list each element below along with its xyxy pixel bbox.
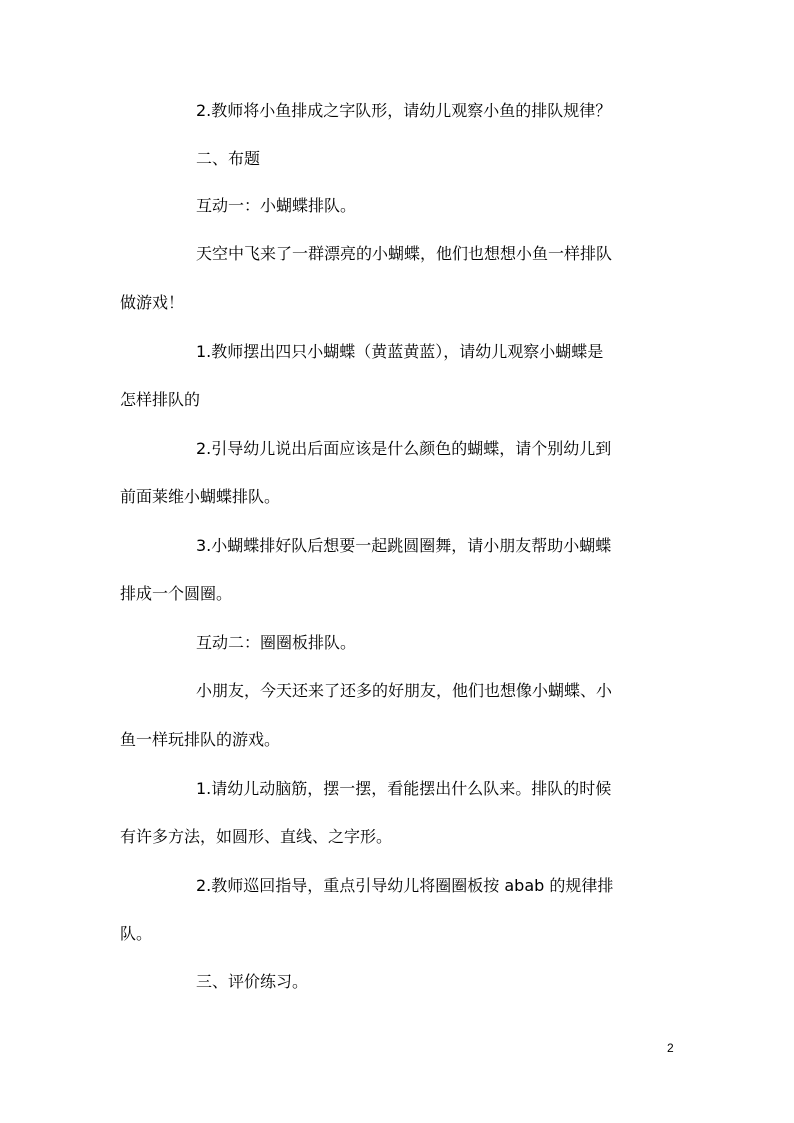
interaction-1-heading: 互动一：小蝴蝶排队。 xyxy=(196,196,357,215)
section-heading-2: 二、布题 xyxy=(196,149,261,168)
paragraph-11-line-2: 队。 xyxy=(120,924,153,943)
paragraph-4-line-2: 做游戏！ xyxy=(120,293,185,312)
paragraph-9-line-2: 鱼一样玩排队的游戏。 xyxy=(120,730,281,749)
paragraph-10-line-2: 有许多方法，如圆形、直线、之字形。 xyxy=(120,827,393,846)
interaction-2-heading: 互动二：圈圈板排队。 xyxy=(196,633,357,652)
page-number: 2 xyxy=(667,1041,674,1055)
paragraph-11-line-1: 2.教师巡回指导，重点引导幼儿将圈圈板按 abab 的规律排 xyxy=(196,876,614,895)
paragraph-9-line-1: 小朋友，今天还来了还多的好朋友，他们也想像小蝴蝶、小 xyxy=(196,681,613,700)
paragraph-10-line-1: 1.请幼儿动脑筋，摆一摆，看能摆出什么队来。排队的时候 xyxy=(196,779,612,798)
paragraph-7-line-2: 排成一个圆圈。 xyxy=(120,584,233,603)
section-heading-3: 三、评价练习。 xyxy=(196,972,309,991)
paragraph-7-line-1: 3.小蝴蝶排好队后想要一起跳圆圈舞，请小朋友帮助小蝴蝶 xyxy=(196,536,612,555)
paragraph-4-line-1: 天空中飞来了一群漂亮的小蝴蝶，他们也想想小鱼一样排队 xyxy=(196,244,613,263)
paragraph-5-line-1: 1.教师摆出四只小蝴蝶（黄蓝黄蓝），请幼儿观察小蝴蝶是 xyxy=(196,342,604,361)
paragraph-5-line-2: 怎样排队的 xyxy=(120,390,201,409)
paragraph-6-line-2: 前面莱维小蝴蝶排队。 xyxy=(120,487,281,506)
paragraph-6-line-1: 2.引导幼儿说出后面应该是什么颜色的蝴蝶，请个别幼儿到 xyxy=(196,439,612,458)
paragraph-1-line-1: 2.教师将小鱼排成之字队形，请幼儿观察小鱼的排队规律？ xyxy=(196,101,612,120)
